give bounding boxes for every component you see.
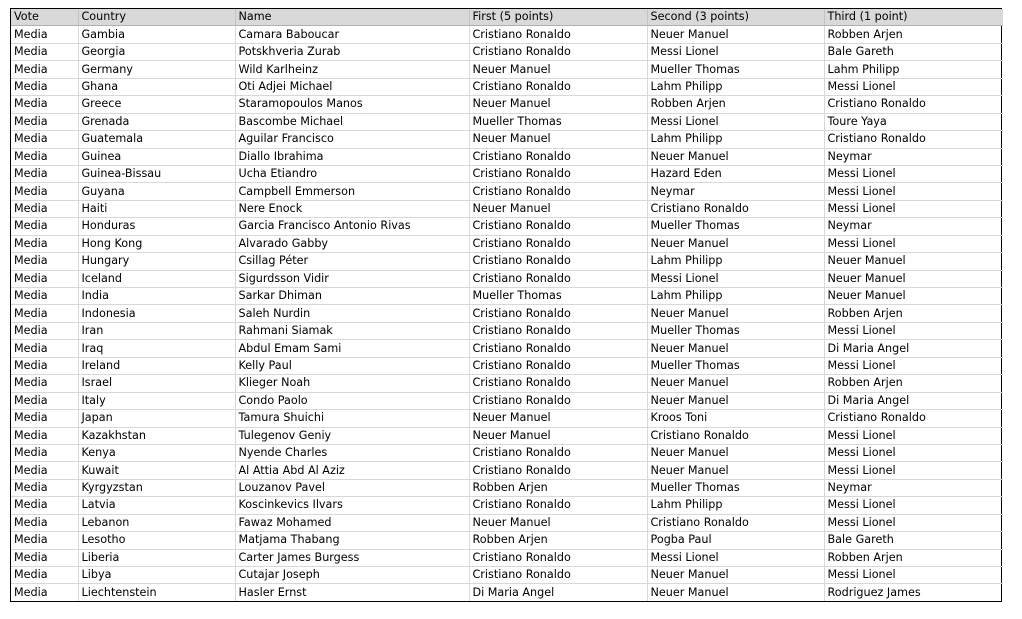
name-cell: Louzanov Pavel xyxy=(235,479,469,496)
first-cell: Neuer Manuel xyxy=(469,61,647,78)
header-first: First (5 points) xyxy=(469,9,647,26)
name-cell: Matjama Thabang xyxy=(235,532,469,549)
table-row xyxy=(11,549,1003,566)
name-cell: Potskhveria Zurab xyxy=(235,43,469,60)
header-second: Second (3 points) xyxy=(647,9,824,26)
country-cell: Latvia xyxy=(78,497,235,514)
table-row xyxy=(11,410,1003,427)
third-cell: Messi Lionel xyxy=(824,322,1003,339)
second-cell: Lahm Philipp xyxy=(647,288,824,305)
third-cell: Messi Lionel xyxy=(824,235,1003,252)
first-cell: Cristiano Ronaldo xyxy=(469,322,647,339)
vote-cell: Media xyxy=(11,235,78,252)
name-cell: Carter James Burgess xyxy=(235,549,469,566)
third-cell: Lahm Philipp xyxy=(824,61,1003,78)
second-cell: Neuer Manuel xyxy=(647,340,824,357)
country-cell: Japan xyxy=(78,410,235,427)
country-cell: Guinea-Bissau xyxy=(78,165,235,182)
vote-cell: Media xyxy=(11,113,78,130)
first-cell: Cristiano Ronaldo xyxy=(469,444,647,461)
first-cell: Cristiano Ronaldo xyxy=(469,497,647,514)
country-cell: Lebanon xyxy=(78,514,235,531)
country-cell: Italy xyxy=(78,392,235,409)
vote-cell: Media xyxy=(11,288,78,305)
country-cell: Kyrgyzstan xyxy=(78,479,235,496)
second-cell: Messi Lionel xyxy=(647,549,824,566)
name-cell: Fawaz Mohamed xyxy=(235,514,469,531)
vote-cell: Media xyxy=(11,200,78,217)
country-cell: Lesotho xyxy=(78,532,235,549)
country-cell: Guinea xyxy=(78,148,235,165)
country-cell: Iran xyxy=(78,322,235,339)
table-row xyxy=(11,322,1003,339)
vote-cell: Media xyxy=(11,305,78,322)
vote-cell: Media xyxy=(11,61,78,78)
second-cell: Neuer Manuel xyxy=(647,235,824,252)
header-country: Country xyxy=(78,9,235,26)
third-cell: Messi Lionel xyxy=(824,165,1003,182)
third-cell: Messi Lionel xyxy=(824,497,1003,514)
name-cell: Oti Adjei Michael xyxy=(235,78,469,95)
third-cell: Toure Yaya xyxy=(824,113,1003,130)
third-cell: Messi Lionel xyxy=(824,78,1003,95)
second-cell: Cristiano Ronaldo xyxy=(647,200,824,217)
table-row xyxy=(11,253,1003,270)
country-cell: Georgia xyxy=(78,43,235,60)
name-cell: Klieger Noah xyxy=(235,375,469,392)
name-cell: Camara Baboucar xyxy=(235,26,469,43)
name-cell: Tulegenov Geniy xyxy=(235,427,469,444)
vote-cell: Media xyxy=(11,78,78,95)
country-cell: Libya xyxy=(78,567,235,584)
third-cell: Messi Lionel xyxy=(824,514,1003,531)
name-cell: Diallo Ibrahima xyxy=(235,148,469,165)
name-cell: Aguilar Francisco xyxy=(235,131,469,148)
third-cell: Messi Lionel xyxy=(824,183,1003,200)
name-cell: Koscinkevics Ilvars xyxy=(235,497,469,514)
country-cell: Iceland xyxy=(78,270,235,287)
second-cell: Neuer Manuel xyxy=(647,567,824,584)
country-cell: Israel xyxy=(78,375,235,392)
first-cell: Cristiano Ronaldo xyxy=(469,340,647,357)
table-row xyxy=(11,392,1003,409)
table-row xyxy=(11,165,1003,182)
name-cell: Al Attia Abd Al Aziz xyxy=(235,462,469,479)
third-cell: Messi Lionel xyxy=(824,357,1003,374)
country-cell: Ireland xyxy=(78,357,235,374)
first-cell: Neuer Manuel xyxy=(469,131,647,148)
third-cell: Rodriguez James xyxy=(827,585,921,599)
second-cell: Neuer Manuel xyxy=(647,392,824,409)
country-cell: Honduras xyxy=(78,218,235,235)
first-cell: Cristiano Ronaldo xyxy=(469,253,647,270)
table-row xyxy=(11,113,1003,130)
table-row xyxy=(11,567,1003,584)
third-cell: Robben Arjen xyxy=(824,305,1003,322)
name-cell: Nyende Charles xyxy=(235,444,469,461)
name-cell: Saleh Nurdin xyxy=(235,305,469,322)
vote-cell: Media xyxy=(11,375,78,392)
name-cell: Garcia Francisco Antonio Rivas xyxy=(235,218,469,235)
vote-cell: Media xyxy=(11,549,78,566)
second-cell: Neuer Manuel xyxy=(647,26,824,43)
table-row xyxy=(11,78,1003,95)
second-cell: Neuer Manuel xyxy=(647,462,824,479)
table-row xyxy=(11,340,1003,357)
first-cell: Cristiano Ronaldo xyxy=(469,305,647,322)
second-cell: Neuer Manuel xyxy=(647,444,824,461)
name-cell: Alvarado Gabby xyxy=(235,235,469,252)
vote-cell: Media xyxy=(11,532,78,549)
vote-cell: Media xyxy=(11,392,78,409)
country-cell: Greece xyxy=(78,96,235,113)
vote-cell: Media xyxy=(11,584,78,601)
votes-table-container xyxy=(10,8,1002,602)
name-cell: Sigurdsson Vidir xyxy=(235,270,469,287)
table-row xyxy=(11,479,1003,496)
second-cell: Lahm Philipp xyxy=(647,253,824,270)
table-row xyxy=(11,532,1003,549)
country-cell: Guyana xyxy=(78,183,235,200)
third-cell: Messi Lionel xyxy=(824,200,1003,217)
vote-cell: Media xyxy=(11,148,78,165)
vote-cell: Media xyxy=(11,514,78,531)
vote-cell: Media xyxy=(11,253,78,270)
table-row xyxy=(11,584,1003,601)
vote-cell: Media xyxy=(11,497,78,514)
first-cell: Neuer Manuel xyxy=(469,410,647,427)
first-cell: Cristiano Ronaldo xyxy=(469,549,647,566)
header-name: Name xyxy=(235,9,469,26)
first-cell: Mueller Thomas xyxy=(469,288,647,305)
name-cell: Csillag Péter xyxy=(235,253,469,270)
vote-cell: Media xyxy=(11,479,78,496)
second-cell: Kroos Toni xyxy=(647,410,824,427)
first-cell: Cristiano Ronaldo xyxy=(469,567,647,584)
third-cell: Neuer Manuel xyxy=(824,253,1003,270)
header-row xyxy=(11,9,1003,26)
country-cell: Germany xyxy=(78,61,235,78)
second-cell: Hazard Eden xyxy=(647,165,824,182)
third-cell: Robben Arjen xyxy=(824,549,1003,566)
vote-cell: Media xyxy=(11,218,78,235)
second-cell: Mueller Thomas xyxy=(647,479,824,496)
third-cell: Robben Arjen xyxy=(824,375,1003,392)
first-cell: Robben Arjen xyxy=(469,532,647,549)
first-cell: Robben Arjen xyxy=(469,479,647,496)
second-cell: Messi Lionel xyxy=(647,270,824,287)
country-cell: Gambia xyxy=(78,26,235,43)
first-cell: Cristiano Ronaldo xyxy=(469,218,647,235)
vote-cell: Media xyxy=(11,357,78,374)
first-cell: Cristiano Ronaldo xyxy=(469,78,647,95)
vote-cell: Media xyxy=(11,567,78,584)
table-row xyxy=(11,514,1003,531)
vote-cell: Media xyxy=(11,322,78,339)
vote-cell: Media xyxy=(11,462,78,479)
table-row xyxy=(11,375,1003,392)
second-cell: Mueller Thomas xyxy=(647,218,824,235)
country-cell: Liechtenstein xyxy=(78,584,235,601)
name-cell: Abdul Emam Sami xyxy=(235,340,469,357)
table-row xyxy=(11,462,1003,479)
second-cell: Mueller Thomas xyxy=(647,357,824,374)
vote-cell: Media xyxy=(11,444,78,461)
name-cell: Campbell Emmerson xyxy=(235,183,469,200)
first-cell: Neuer Manuel xyxy=(469,96,647,113)
first-cell: Di Maria Angel xyxy=(469,584,647,601)
third-cell: Neymar xyxy=(824,148,1003,165)
first-cell: Cristiano Ronaldo xyxy=(469,375,647,392)
second-cell: Messi Lionel xyxy=(647,43,824,60)
table-row xyxy=(11,357,1003,374)
vote-cell: Media xyxy=(11,270,78,287)
first-cell: Cristiano Ronaldo xyxy=(469,183,647,200)
table-row xyxy=(11,183,1003,200)
first-cell: Cristiano Ronaldo xyxy=(469,357,647,374)
second-cell: Neymar xyxy=(647,183,824,200)
second-cell: Messi Lionel xyxy=(647,113,824,130)
vote-cell: Media xyxy=(11,183,78,200)
third-cell: Messi Lionel xyxy=(824,567,1003,584)
first-cell: Mueller Thomas xyxy=(469,113,647,130)
first-cell: Cristiano Ronaldo xyxy=(469,43,647,60)
table-row xyxy=(11,288,1003,305)
name-cell: Cutajar Joseph xyxy=(235,567,469,584)
name-cell: Sarkar Dhiman xyxy=(235,288,469,305)
second-cell: Robben Arjen xyxy=(647,96,824,113)
first-cell: Cristiano Ronaldo xyxy=(469,270,647,287)
third-cell: Cristiano Ronaldo xyxy=(824,96,1003,113)
third-cell: Messi Lionel xyxy=(824,427,1003,444)
vote-cell: Media xyxy=(11,43,78,60)
second-cell: Cristiano Ronaldo xyxy=(647,514,824,531)
vote-cell: Media xyxy=(11,131,78,148)
country-cell: Hungary xyxy=(78,253,235,270)
first-cell: Cristiano Ronaldo xyxy=(469,148,647,165)
votes-table xyxy=(11,9,1003,601)
second-cell: Neuer Manuel xyxy=(647,148,824,165)
third-cell: Messi Lionel xyxy=(824,462,1003,479)
vote-cell: Media xyxy=(11,410,78,427)
country-cell: Grenada xyxy=(78,113,235,130)
vote-cell: Media xyxy=(11,165,78,182)
first-cell: Cristiano Ronaldo xyxy=(469,392,647,409)
country-cell: Iraq xyxy=(78,340,235,357)
country-cell: Indonesia xyxy=(78,305,235,322)
table-row xyxy=(11,148,1003,165)
table-row xyxy=(11,235,1003,252)
first-cell: Cristiano Ronaldo xyxy=(469,462,647,479)
table-row xyxy=(11,131,1003,148)
second-cell: Pogba Paul xyxy=(647,532,824,549)
name-cell: Wild Karlheinz xyxy=(235,61,469,78)
third-cell: Di Maria Angel xyxy=(824,392,1003,409)
third-cell: Robben Arjen xyxy=(824,26,1003,43)
table-row xyxy=(11,497,1003,514)
country-cell: Kenya xyxy=(78,444,235,461)
second-cell: Lahm Philipp xyxy=(647,497,824,514)
third-cell: Cristiano Ronaldo xyxy=(824,410,1003,427)
table-row xyxy=(11,61,1003,78)
third-cell: Neymar xyxy=(824,218,1003,235)
third-cell: Di Maria Angel xyxy=(824,340,1003,357)
second-cell: Neuer Manuel xyxy=(647,305,824,322)
table-row xyxy=(11,218,1003,235)
first-cell: Neuer Manuel xyxy=(469,427,647,444)
name-cell: Kelly Paul xyxy=(235,357,469,374)
second-cell: Neuer Manuel xyxy=(647,375,824,392)
country-cell: Haiti xyxy=(78,200,235,217)
table-row xyxy=(11,270,1003,287)
name-cell: Staramopoulos Manos xyxy=(235,96,469,113)
name-cell: Ucha Etiandro xyxy=(235,165,469,182)
name-cell: Hasler Ernst xyxy=(235,584,469,601)
name-cell: Tamura Shuichi xyxy=(235,410,469,427)
table-row xyxy=(11,96,1003,113)
country-cell: Kazakhstan xyxy=(78,427,235,444)
second-cell: Lahm Philipp xyxy=(647,78,824,95)
first-cell: Cristiano Ronaldo xyxy=(469,235,647,252)
third-cell: Neuer Manuel xyxy=(824,270,1003,287)
third-cell: Messi Lionel xyxy=(824,444,1003,461)
country-cell: Kuwait xyxy=(78,462,235,479)
second-cell: Lahm Philipp xyxy=(647,131,824,148)
third-cell: Bale Gareth xyxy=(824,43,1003,60)
country-cell: Liberia xyxy=(78,549,235,566)
table-row xyxy=(11,26,1003,43)
name-cell: Nere Enock xyxy=(235,200,469,217)
first-cell: Cristiano Ronaldo xyxy=(469,165,647,182)
first-cell: Neuer Manuel xyxy=(469,514,647,531)
table-row xyxy=(11,200,1003,217)
table-row xyxy=(11,427,1003,444)
name-cell: Condo Paolo xyxy=(235,392,469,409)
second-cell: Neuer Manuel xyxy=(647,584,824,601)
country-cell: Ghana xyxy=(78,78,235,95)
third-cell: Neuer Manuel xyxy=(824,288,1003,305)
country-cell: India xyxy=(78,288,235,305)
country-cell: Hong Kong xyxy=(78,235,235,252)
third-cell: Neymar xyxy=(824,479,1003,496)
header-vote: Vote xyxy=(11,9,78,26)
table-row xyxy=(11,305,1003,322)
vote-cell: Media xyxy=(11,96,78,113)
second-cell: Mueller Thomas xyxy=(647,61,824,78)
vote-cell: Media xyxy=(11,340,78,357)
country-cell: Guatemala xyxy=(78,131,235,148)
third-cell: Bale Gareth xyxy=(824,532,1003,549)
first-cell: Cristiano Ronaldo xyxy=(469,26,647,43)
vote-cell: Media xyxy=(11,427,78,444)
table-body xyxy=(11,26,1003,601)
table-row xyxy=(11,43,1003,60)
second-cell: Cristiano Ronaldo xyxy=(647,427,824,444)
third-cell: Cristiano Ronaldo xyxy=(824,131,1003,148)
vote-cell: Media xyxy=(11,26,78,43)
first-cell: Neuer Manuel xyxy=(469,200,647,217)
table-row xyxy=(11,444,1003,461)
name-cell: Rahmani Siamak xyxy=(235,322,469,339)
second-cell: Mueller Thomas xyxy=(647,322,824,339)
name-cell: Bascombe Michael xyxy=(235,113,469,130)
header-third: Third (1 point) xyxy=(824,9,1003,26)
